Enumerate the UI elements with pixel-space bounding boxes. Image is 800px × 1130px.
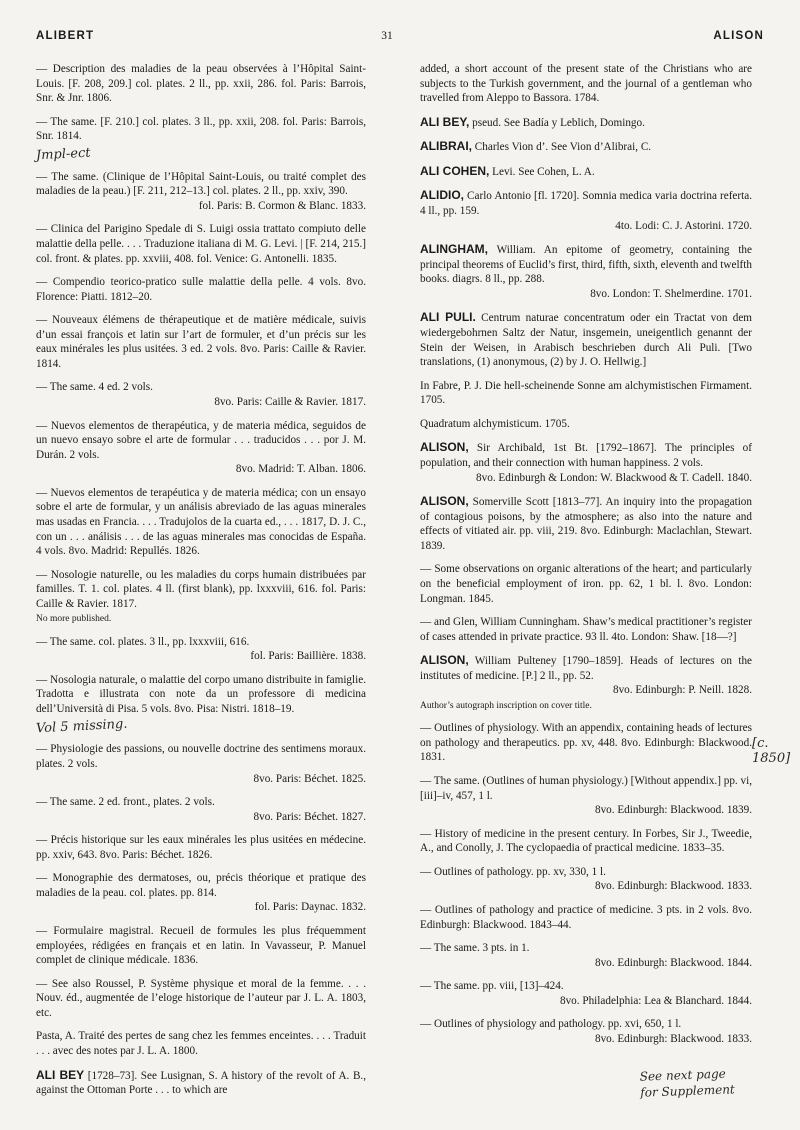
bibliography-entry (36, 313, 366, 371)
entry-body: — The same. 2 ed. front., plates. 2 vols. (36, 796, 215, 809)
entry-imprint: 8vo. Edinburgh: Blackwood. 1839. (594, 804, 752, 817)
entry-text (36, 924, 366, 968)
entry-text (420, 1017, 752, 1032)
bibliography-entry (36, 568, 366, 626)
page-number: 31 (381, 30, 393, 42)
bibliography-entry (420, 417, 752, 432)
entry-heading: ALISON, (420, 653, 469, 668)
entry-text (36, 222, 366, 266)
bibliography-entry (420, 827, 752, 856)
entry-body: — The same. 4 ed. 2 vols. (36, 381, 153, 394)
entry-text (420, 417, 752, 432)
entry-body: — Outlines of pathology and practice of medicine. 3 pts. in 2 vols. 8vo. Edinburgh: Blackwood. 1843–44. (420, 903, 752, 931)
entry-text (420, 62, 752, 106)
bibliography-entry (420, 865, 752, 894)
entry-imprint: 8vo. Edinburgh: Blackwood. 1833. (594, 1032, 752, 1045)
entry-imprint: 8vo. Madrid: T. Alban. 1806. (235, 463, 366, 476)
bibliography-entry (420, 615, 752, 644)
bibliography-entry (36, 275, 366, 304)
bibliography-entry (36, 115, 366, 144)
entry-text (420, 164, 752, 180)
entry-imprint: 8vo. Edinburgh: Blackwood. 1833. (594, 880, 752, 893)
entry-imprint: fol. Paris: Daynac. 1832. (254, 901, 366, 914)
bibliography-entry (36, 380, 366, 409)
entry-text (36, 795, 366, 810)
manuscript-bottom-line-2: for Supplement (640, 1081, 735, 1100)
bibliography-entry (420, 1017, 752, 1046)
entry-imprint: 8vo. Paris: Caille & Ravier. 1817. (214, 396, 366, 409)
entry-text (420, 379, 752, 408)
entry-text (420, 115, 752, 131)
entry-text (420, 494, 752, 553)
entry-note: No more published. (36, 614, 112, 625)
entry-body: Quadratum alchymisticum. 1705. (420, 417, 570, 430)
entry-body: — See also Roussel, P. Système physique et moral de la femme. . . . Nouv. éd., augmentée de l’eloge historique de l’auteur par J. L. A. 1803, etc. (36, 977, 366, 1019)
header-left-word: ALIBERT (36, 30, 95, 42)
entry-text (36, 1029, 366, 1058)
entry-text (36, 871, 366, 900)
entry-text (36, 115, 366, 144)
entry-body: — Nuevos elementos de therapéutica, y de materia médica, seguidos de un nuevo ensayo sobre el arte de formular . . . traducidos . . . por J. M. Durán. 2 vols. (36, 419, 366, 461)
bibliography-entry (420, 774, 752, 818)
bibliography-entry (420, 494, 752, 553)
bibliography-entry (36, 977, 366, 1021)
entry-text (36, 419, 366, 463)
entry-text (36, 673, 366, 717)
entry-imprint: fol. Paris: Baillière. 1838. (250, 650, 366, 663)
entry-text (36, 313, 366, 371)
bibliography-entry (36, 486, 366, 559)
entry-body: — The same. (Outlines of human physiology.) [Without appendix.] pp. vi, [iii]–iv, 457, 1 l. (420, 775, 753, 802)
bibliography-entry (420, 62, 752, 106)
entry-text (420, 721, 752, 765)
entry-imprint: 8vo. Edinburgh: Blackwood. 1844. (594, 956, 752, 969)
bibliography-entry (420, 242, 752, 301)
entry-text (420, 139, 752, 155)
bibliography-entry (36, 170, 366, 214)
entry-text (36, 380, 366, 395)
entry-text (36, 62, 366, 106)
entry-body: added, a short account of the present state of the Christians who are subjects to the Turkish government, and the journal of a gentleman who travelled from Aleppo to Bassora. 1784. (420, 63, 752, 105)
entry-body: Somerville Scott [1813–77]. An inquiry into the propagation of contagious poisons, by the atmosphere; as also into the nature and effects of vitiated air. pp. viii, 219. 8vo. Edinburgh: Maclachlan, Stewart. 1839. (420, 496, 752, 552)
bibliography-entry (36, 62, 366, 106)
manuscript-date-note: [c. 1850] (752, 736, 791, 766)
header-right-word: ALISON (713, 30, 764, 42)
bibliography-entry (36, 635, 366, 664)
entry-body: — The same. 3 pts. in 1. (420, 942, 530, 955)
manuscript-bottom-line-1: See next page (639, 1066, 727, 1084)
entry-body: — Outlines of pathology. pp. xv, 330, 1 l. (420, 865, 606, 878)
entry-body: William. An epitome of geometry, containing the principal theorems of Euclid’s first, third, fifth, sixth, eleventh and twelfth books. diagrs. 8 ll., pp. 288. (420, 244, 752, 286)
entry-body: — Outlines of physiology and pathology. pp. xvi, 650, 1 l. (420, 1018, 682, 1031)
manuscript-note-top: Jmpl-ect (35, 145, 91, 164)
entry-text (36, 1068, 366, 1098)
manuscript-bottom-note (639, 1066, 735, 1100)
bibliography-entry (420, 164, 752, 180)
entry-heading: ALINGHAM, (420, 242, 488, 257)
entry-heading: ALI BEY (36, 1067, 85, 1082)
entry-imprint: 4to. Lodi: C. J. Astorini. 1720. (615, 219, 752, 232)
entry-body: — The same. [F. 210.] col. plates. 3 ll., pp. xxii, 208. fol. Paris: Barrois, Snr. 1814. (36, 115, 366, 143)
bibliography-entry (420, 721, 752, 765)
entry-text (420, 188, 752, 218)
entry-heading: ALI COHEN, (420, 163, 490, 178)
entry-body: — Compendio teorico-pratico sulle malattie della pelle. 4 vols. 8vo. Florence: Piatti. 1812–20. (36, 276, 366, 303)
entry-text (36, 170, 366, 199)
entry-imprint: 8vo. Paris: Béchet. 1825. (253, 772, 366, 785)
entry-body: Sir Archibald, 1st Bt. [1792–1867]. The principles of population, and their connection with human happiness. 2 vols. (420, 442, 752, 470)
bibliography-entry (36, 1029, 366, 1058)
entry-text (420, 903, 752, 932)
entry-text (36, 635, 366, 650)
bibliography-entry (36, 222, 366, 266)
entry-body: — Formulaire magistral. Recueil de formules les plus fréquemment employées, rédigées en français et en latin. In Vavasseur, P. Manuel complet de clinique médicale. 1836. (36, 925, 366, 967)
entry-text (420, 653, 752, 683)
entry-body: — Outlines of physiology. With an appendix, containing heads of lectures on pathology and therapeutics. pp. xv, 448. 8vo. Edinburgh: Blackwood. 1831. (420, 722, 752, 764)
entry-text (420, 979, 752, 994)
bibliography-entry (420, 379, 752, 408)
entry-body: — Nosologie naturelle, ou les maladies du corps humain distribuées par familles. T. 1. col. plates. 4 ll. (first blank), pp. lxxxviii, 616. fol. Paris: Caille & Ravier. 1817. (36, 568, 366, 610)
entry-body: — The same. col. plates. 3 ll., pp. lxxxviii, 616. (36, 635, 250, 648)
entry-body: — Nouveaux élémens de thérapeutique et de matière médicale, suivis d’un essai françois et latin sur l’art de formuler, et d’un précis sur les eaux minérales les plus usitées. 3 ed. 2 vols. 8vo. Paris: Caille & Ravier. 1814. (36, 314, 366, 370)
bibliography-entry (420, 139, 752, 155)
page-header (36, 30, 764, 50)
entry-note: Author’s autograph inscription on cover title. (420, 700, 592, 711)
entry-body: — History of medicine in the present century. In Forbes, Sir J., Tweedie, A., and Conolly, J. The cyclopaedia of practical medicine. 1833–35. (420, 827, 752, 855)
bibliography-entry (36, 419, 366, 477)
entry-heading: ALI PULI. (420, 310, 476, 325)
entry-text (420, 827, 752, 856)
entry-text (420, 774, 752, 803)
entry-text (420, 242, 752, 287)
entry-body: Levi. See Cohen, L. A. (489, 165, 595, 178)
bibliography-entry (420, 188, 752, 233)
entry-body: Charles Vion d’. See Vion d’Alibrai, C. (472, 141, 652, 154)
entry-imprint: 8vo. Edinburgh: P. Neill. 1828. (612, 684, 752, 697)
right-column (420, 62, 752, 1055)
entry-heading: ALI BEY, (420, 114, 470, 129)
entry-body: William Pulteney [1790–1859]. Heads of lectures on the institutes of medicine. [P.] 2 ll., pp. 52. (420, 655, 752, 682)
bibliography-entry (36, 1068, 366, 1098)
entry-text (36, 275, 366, 304)
entry-body: Carlo Antonio [fl. 1720]. Somnia medica varia doctrina referta. 4 ll., pp. 159. (420, 190, 752, 218)
bibliography-entry (36, 673, 366, 717)
bibliography-entry (420, 979, 752, 1008)
entry-imprint: 8vo. Philadelphia: Lea & Blanchard. 1844. (559, 994, 752, 1007)
entry-body: pseud. See Badía y Leblich, Domingo. (469, 116, 645, 129)
entry-text (36, 833, 366, 862)
bibliography-entry (420, 115, 752, 131)
entry-body: — Description des maladies de la peau observées à l’Hôpital Saint-Louis. [F. 208, 209.] col. plates. 2 ll., pp. xxii, 286. fol. Paris: Barrois, Snr. & Jnr. 1806. (36, 63, 366, 105)
bibliography-entry (36, 871, 366, 915)
bibliography-entry (420, 903, 752, 932)
entry-text (420, 941, 752, 956)
manuscript-note-missing: Vol 5 missing. (35, 717, 128, 737)
entry-text (36, 568, 366, 612)
entry-body: — The same. pp. viii, [13]–424. (420, 980, 564, 993)
bibliography-entry (420, 653, 752, 712)
entry-body: — Monographie des dermatoses, ou, précis théorique et pratique des maladies de la peau. col. plates. pp. 814. (36, 872, 366, 899)
entry-text (36, 486, 366, 559)
entry-body: — Some observations on organic alterations of the heart; and particularly on the beneficial employment of iron. pp. 62, 1 bl. l. 8vo. London: Longman. 1845. (420, 563, 752, 605)
entry-text (420, 615, 752, 644)
entry-heading: ALISON, (420, 494, 469, 509)
bibliography-entry (36, 833, 366, 862)
bibliography-entry (36, 795, 366, 824)
entry-body: — Clinica del Parigino Spedale di S. Luigi ossia trattato compiuto delle malattie della pelle. . . . Traduzione italiana di M. G. Levi. | [F. 214, 215.] col. front. & plates. pp. xxviii, 408. fol. Venice: G. Antonelli. 1835. (36, 223, 366, 265)
entry-text (420, 865, 752, 880)
entry-body: In Fabre, P. J. Die hell-scheinende Sonne am alchymistischen Firmament. 1705. (420, 379, 752, 407)
entry-body: — Nosologia naturale, o malattie del corpo umano distribuite in famiglie. Tradotta e illustrata con note da un professore di medicina dell’Università di Pisa. 5 vols. 8vo. Pisa: Nistri. 1818–19. (36, 673, 366, 715)
entry-body: Centrum naturae concentratum oder ein Tractat von dem wiedergebohrnen Saltz der Natur, insgemein, uneigentlich genannt der Stein der Weisen, in Arabisch beschrieben durch Ali Puli. [Two translations, (1) anonymous, (2) by J. O. Hellwig.] (420, 312, 752, 369)
entry-text (420, 310, 752, 369)
left-column (36, 62, 366, 1107)
entry-body: Pasta, A. Traité des pertes de sang chez les femmes enceintes. . . . Traduit . . . avec des notes par J. L. A. 1800. (36, 1030, 366, 1057)
entry-text (420, 440, 752, 470)
bibliography-entry (420, 310, 752, 369)
entry-body: [1728–73]. See Lusignan, S. A history of the revolt of A. B., against the Ottoman Porte . . . to which are (36, 1069, 366, 1097)
entry-heading: ALIBRAI, (420, 139, 472, 154)
bibliography-entry (36, 742, 366, 786)
bibliography-entry (420, 941, 752, 970)
entry-text (36, 977, 366, 1021)
entry-imprint: 8vo. Edinburgh & London: W. Blackwood & T. Cadell. 1840. (476, 471, 752, 484)
entry-body: — Nuevos elementos de terapéutica y de materia médica; con un ensayo sobre el arte de formular, y un análisis abreviado de las aguas minerales mas usadas en Francia. . . . Tradujolos de la cuarta ed., . . . 1817, D. J. C., con un . . . análisis . . . de las aguas minerales mas conocidas de España. 4 vols. 8vo. Madrid: Repullés. 1826. (36, 486, 366, 558)
entry-text (36, 742, 366, 771)
entry-text (420, 562, 752, 606)
entry-body: — The same. (Clinique de l’Hôpital Saint-Louis, ou traité complet des maladies de la peau.) [F. 211, 212–13.] col. plates. 2 ll., pp. xxiv, 390. (36, 170, 366, 198)
bibliography-entry (420, 440, 752, 485)
entry-body: — and Glen, William Cunningham. Shaw’s medical practitioner’s register of cases attended in private practice. 93 ll. 4to. London: Shaw. [18—?] (420, 616, 752, 643)
entry-heading: ALISON, (420, 440, 469, 455)
entry-heading: ALIDIO, (420, 188, 464, 203)
entry-body: — Physiologie des passions, ou nouvelle doctrine des sentimens moraux. plates. 2 vols. (36, 743, 366, 770)
entry-imprint: 8vo. Paris: Béchet. 1827. (253, 810, 366, 823)
entry-imprint: 8vo. London: T. Shelmerdine. 1701. (590, 287, 752, 300)
bibliography-entry (420, 562, 752, 606)
entry-imprint: fol. Paris: B. Cormon & Blanc. 1833. (198, 199, 366, 212)
bibliography-entry (36, 924, 366, 968)
entry-body: — Précis historique sur les eaux minérales les plus usitées en médecine. pp. xxiv, 643. 8vo. Paris: Béchet. 1826. (36, 834, 366, 861)
